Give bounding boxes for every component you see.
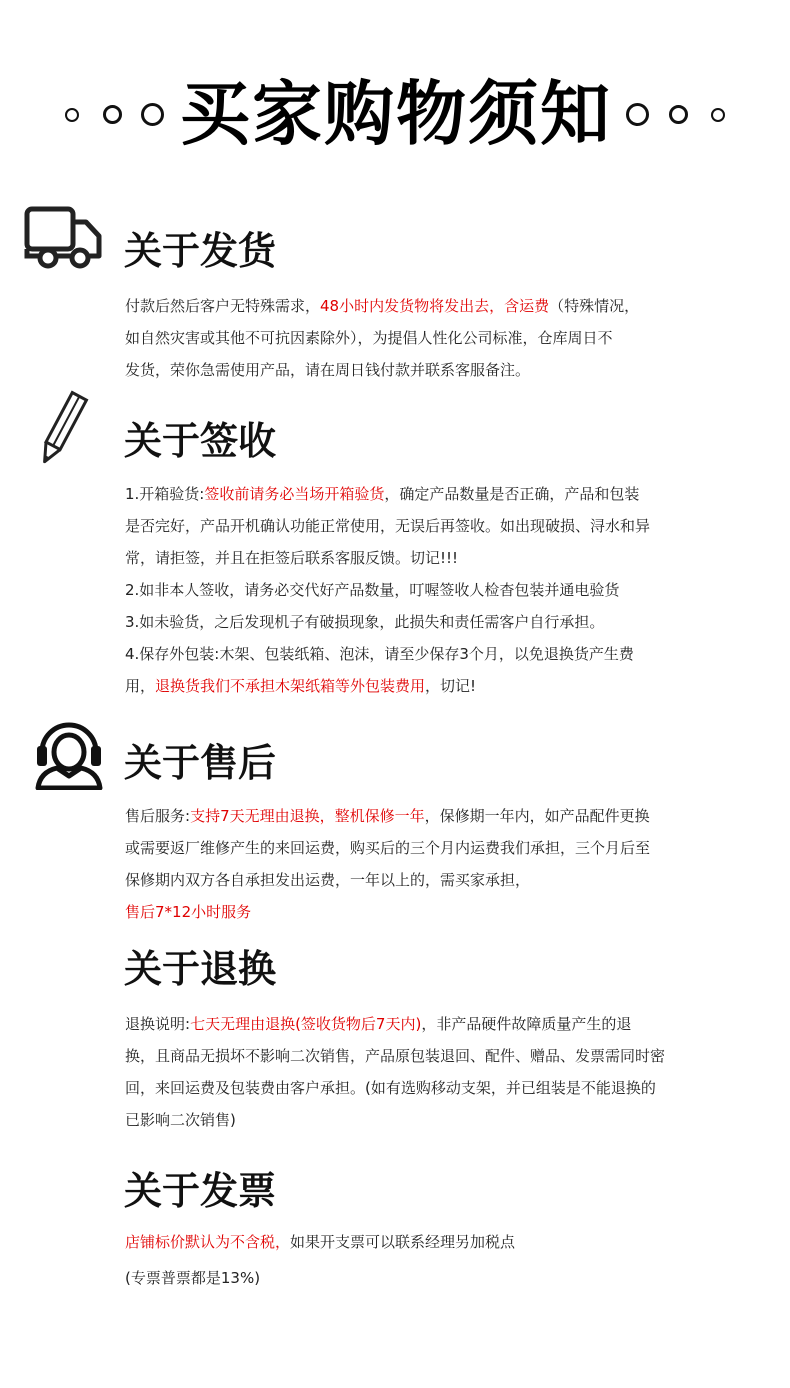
receipt-line-7-c: ，切记! bbox=[425, 677, 477, 695]
returns-text bbox=[125, 1008, 735, 1136]
receipt-line-3: 常，请拒签，并且在拒签后联系客服反馈。切记!!! bbox=[125, 549, 459, 567]
truck-icon bbox=[24, 206, 104, 270]
page-title: 买家购物须知 bbox=[180, 73, 612, 155]
aftersales-text bbox=[125, 800, 735, 928]
headset-user-icon bbox=[32, 716, 106, 790]
shipping-highlight: 48小时内发货物将发出去，含运费 bbox=[320, 297, 550, 315]
receipt-highlight-1: 签收前请务必当场开箱验货 bbox=[204, 485, 385, 503]
aftersales-line-1 bbox=[125, 800, 735, 832]
section-title-shipping: 关于发货 bbox=[124, 229, 277, 273]
returns-highlight: 七天无理由退换(签收货物后7天内) bbox=[190, 1015, 422, 1033]
decor-circle-left-small bbox=[65, 108, 79, 122]
returns-line-3: 回，来回运费及包装费由客户承担。(如有选购移动支架，并已组装是不能退换的 bbox=[125, 1079, 656, 1097]
shipping-line-3: 发货，荣你急需使用产品，请在周日钱付款并联系客服备注。 bbox=[125, 361, 531, 379]
receipt-highlight-2: 退换货我们不承担木架纸箱等外包装费用 bbox=[155, 677, 426, 695]
receipt-line-1 bbox=[125, 478, 735, 510]
receipt-line-7 bbox=[125, 670, 735, 702]
section-title-receipt: 关于签收 bbox=[124, 419, 277, 463]
returns-line-1-c: ，非产品硬件故障质量产生的退 bbox=[421, 1015, 632, 1033]
shipping-line-1 bbox=[125, 290, 735, 322]
aftersales-service-hours: 售后7*12小时服务 bbox=[125, 903, 252, 921]
decor-circle-right-large bbox=[626, 103, 649, 126]
aftersales-highlight: 支持7天无理由退换，整机保修一年 bbox=[190, 807, 425, 825]
receipt-line-5: 3.如未验货，之后发现机子有破损现象，此损失和责任需客户自行承担。 bbox=[125, 613, 605, 631]
shipping-text bbox=[125, 290, 735, 386]
receipt-line-6: 4.保存外包装:木架、包装纸箱、泡沫，请至少保存3个月，以免退换货产生费 bbox=[125, 645, 634, 663]
invoice-line-1 bbox=[125, 1226, 735, 1258]
receipt-line-4: 2.如非本人签收，请务必交代好产品数量，叮喔签收人检杳包装并通电验货 bbox=[125, 581, 620, 599]
decor-circle-right-small bbox=[711, 108, 725, 122]
decor-circle-right-medium bbox=[669, 105, 688, 124]
receipt-line-1-c: ，确定产品数量是否正确，产品和包装 bbox=[384, 485, 640, 503]
section-title-aftersales: 关于售后 bbox=[124, 741, 277, 785]
invoice-line-1-b: 如果开支票可以联系经理另加税点 bbox=[290, 1233, 516, 1251]
receipt-text bbox=[125, 478, 735, 702]
title-row bbox=[0, 70, 790, 160]
shipping-line-1-c: （特殊情况， bbox=[549, 297, 640, 315]
receipt-line-1-a: 1.开箱验货: bbox=[125, 485, 205, 503]
receipt-line-7-a: 用， bbox=[125, 677, 156, 695]
invoice-text bbox=[125, 1226, 735, 1294]
invoice-line-2: (专票普票都是13%) bbox=[125, 1269, 261, 1287]
shipping-line-2: 如自然灾害或其他不可抗因素除外），为提倡人性化公司标准，仓库周日不 bbox=[125, 329, 613, 347]
section-title-returns: 关于退换 bbox=[124, 947, 277, 991]
aftersales-line-1-c: ，保修期一年内，如产品配件更换 bbox=[424, 807, 650, 825]
returns-line-1-a: 退换说明: bbox=[125, 1015, 191, 1033]
returns-line-1 bbox=[125, 1008, 735, 1040]
shipping-line-1-a: 付款后然后客户无特殊需求， bbox=[125, 297, 321, 315]
decor-circle-left-medium bbox=[103, 105, 122, 124]
section-title-invoice: 关于发票 bbox=[124, 1169, 277, 1213]
returns-line-2: 换，且商品无损坏不影响二次销售，产品原包装退回、配件、赠品、发票需同时密 bbox=[125, 1047, 666, 1065]
invoice-highlight: 店铺标价默认为不含税， bbox=[125, 1233, 291, 1251]
aftersales-line-2: 或需要返厂维修产生的来回运费，购买后的三个月内运费我们承担，三个月后至 bbox=[125, 839, 651, 857]
aftersales-line-1-a: 售后服务: bbox=[125, 807, 191, 825]
aftersales-line-3: 保修期内双方各自承担发出运费，一年以上的，需买家承担， bbox=[125, 871, 531, 889]
pencil-icon bbox=[32, 390, 92, 468]
returns-line-4: 已影响二次销售) bbox=[125, 1111, 236, 1129]
decor-circle-left-large bbox=[141, 103, 164, 126]
receipt-line-2: 是否完好，产品开机确认功能正常使用，无误后再签收。如出现破损、浔水和异 bbox=[125, 517, 651, 535]
